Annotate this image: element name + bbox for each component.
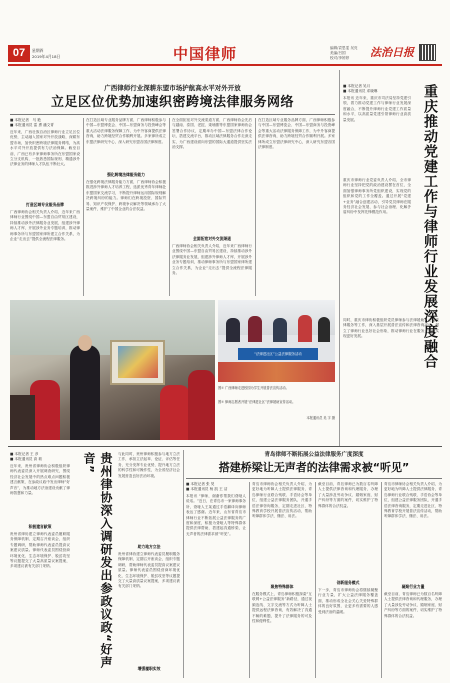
guizhou-body-p2: 贵州省律协建立律师代表委员履职服务保障机制，定期召开座谈会，组织专题调研，帮助律师代表委员提高议案建议质量。律师代表委员围绕营商环境优化、生态环境保护、脱贫攻坚等议题提交了大量高质量议案提案，多项建议被有关部门采纳。 bbox=[10, 532, 70, 569]
event-banner: “法律进社区”公益法律服务活动 bbox=[238, 348, 318, 360]
guangxi-subhead-1: 打造区域专业服务品牌 bbox=[26, 202, 64, 207]
qingdao-subhead-3: 凝聚行业力量 bbox=[401, 584, 425, 589]
chongqing-headline: 重庆推动党建工作与律师行业发展深度融合 bbox=[422, 84, 438, 369]
chongqing-byline-correspondent: ■ 本报通讯员 邓晓琳 bbox=[343, 89, 378, 93]
column-divider bbox=[315, 482, 316, 678]
qingdao-byline-reporter: ■ 本报记者 张 昊 bbox=[186, 482, 215, 486]
guangxi-body-p5: 在全面拓宽对外交流渠道方面，广西律师协会先后与越南、泰国、老挝、柬埔寨等东盟国家律师协会签署合作协议，定期举办中国—东盟法律合作论坛，搭建交流平台，推动区域法律服务合作走深走实，为广西建设面向东盟的国际大通道提供坚实法治支撑。 bbox=[172, 118, 252, 150]
editor-line-2: 美编/吕国 bbox=[330, 51, 346, 55]
guangxi-subhead-3: 全面拓宽对外交流渠道 bbox=[193, 236, 231, 241]
column-divider bbox=[169, 118, 170, 296]
column-divider bbox=[183, 450, 184, 678]
photo2-caption: 图② 律师志愿者开展“法律进社区”法律援助宣传活动。 bbox=[218, 400, 296, 404]
issue-date-weekday: 星期四 bbox=[32, 48, 44, 53]
qingdao-headline-rule bbox=[186, 478, 442, 479]
guangxi-headline: 立足区位优势加速织密跨境法律服务网络 bbox=[50, 95, 294, 110]
guizhou-byline-correspondent: ■ 本报通讯员 高 莉 bbox=[10, 457, 42, 461]
page-number: 07 bbox=[12, 47, 26, 59]
qingdao-body-p1: 本报讯 “律师，谢谢你帮我们聋哑人说话。”近日，在青岛市一家律师事务所，聋哑人王某通过手语翻译向律师表达了感谢。近年来，山东省青岛市律师行业不断拓展公益法律服务的广度和深度，积极为聋哑人等特殊群体提供法律帮助，搭建起沟通桥梁，让无声者的法律需求被“听见”。 bbox=[186, 494, 246, 536]
guangxi-body-p6: 广西律师协会相关负责人介绍，近年来广西律师行业围绕中国—东盟自由贸易区建设，持续推动涉外法律服务业发展，组建涉外律师人才库，开展涉外业务专题培训，推动律师事务所与东盟国家律所建立合作关系，为企业“走出去”提供全流程法律服务。 bbox=[172, 244, 252, 276]
guangxi-subhead-2: 强化跨境法律服务能力 bbox=[107, 172, 145, 177]
guangxi-body-p4: 在强化跨境法律服务能力方面，广西律师协会积极推进涉外律师人才培养工程，选派优秀青年律师赴东盟国家交流学习，不断提升律师运用国际规则解决跨境纠纷的能力。律师们在跨境投资、国际贸易、知识产权保护、跨境争议解决等领域承办了大量案件，维护了中国企业的合法权益。 bbox=[86, 180, 166, 212]
section-divider bbox=[8, 446, 442, 447]
guizhou-subhead-2: 助力地方立法 bbox=[137, 544, 161, 549]
qingdao-body-p3: 在服务模式上，青岛律师积极探索“互联网+公益法律服务”新路径，通过视频连线、文字交流等方式为听障人士提供远程法律咨询，有效解决了沟通不畅的难题，提升了法律服务的可及性和便利性。 bbox=[252, 592, 312, 624]
column-divider bbox=[381, 482, 382, 678]
guangxi-body-p7: 在打造区域专业服务品牌方面，广西律师积极参与中国—东盟博览会、中国—东盟商务与投资峰会等重大活动法律服务保障工作，为中外客商提供法律咨询，助力跨境经贸合作顺利开展。多家律所成立东盟法律研究中心，深入研究东盟各国法律制度。 bbox=[258, 118, 335, 150]
issue-date: 2019年4月18日 bbox=[32, 54, 61, 59]
photo1-caption: 图① 广西律师走进校园为学生开展普法宣传活动。 bbox=[218, 386, 289, 390]
guizhou-body-p4: 贵州省律协建立律师代表委员履职服务保障机制，定期召开座谈会，组织专题调研，帮助律师代表委员提高议案建议质量。律师代表委员围绕营商环境优化、生态环境保护、脱贫攻坚等议题提交了大量高质量议案提案，多项建议被有关部门采纳。 bbox=[118, 552, 180, 589]
photo-school-lawyer bbox=[10, 300, 215, 440]
guangxi-body-p1: 近年来，广西壮族自治区律师行业立足区位优势，主动融入国家对外开放战略，深耕东盟市场，加快织密跨境法律服务网络，为高水平对外开放提供有力法治保障。截至目前，广西已有多家律师事务所在东盟国家设立分支机构，一批熟悉国际规则、精通涉外法律业务的律师人才队伍不断壮大。 bbox=[10, 130, 80, 167]
guizhou-byline-reporter: ■ 本报记者 王 彦 bbox=[10, 452, 39, 456]
chongqing-body-p3: 同时，重庆市律协积极组织党员律师参与法律援助、公益法律服务等工作，深入基层开展普法宣传和法律咨询活动，树立了律师行业良好社会形象，推动律师行业在服务大局中实现更好发展。 bbox=[343, 318, 439, 339]
guizhou-body-p3: 与此同时，贵州律师积极参与地方立法工作，承担立法起草、论证、评估等任务，充分发挥专业优势，提升地方立法的科学性和可操作性，为全省经济社会发展营造良好法治环境。 bbox=[118, 452, 180, 478]
qingdao-subhead-1: 聚焦特殊群体 bbox=[270, 584, 294, 589]
qingdao-headline: 搭建桥梁让无声者的法律需求被“听见” bbox=[218, 461, 410, 474]
guizhou-subhead-3: 增强履职实效 bbox=[137, 666, 161, 671]
column-divider bbox=[255, 118, 256, 296]
qr-code-icon bbox=[419, 44, 436, 61]
guangxi-body-p3: 在打造区域专业服务品牌方面，广西律师积极参与中国—东盟博览会、中国—东盟商务与投资峰会等重大活动法律服务保障工作，为中外客商提供法律咨询，助力跨境经贸合作顺利开展。多家律所成立东盟法律研究中心，深入研究东盟各国法律制度。 bbox=[86, 118, 166, 144]
guizhou-headline: 贵州律协深入调研发出参政议政“好声音” bbox=[82, 452, 113, 669]
guangxi-headline-rule bbox=[10, 114, 335, 115]
qingdao-body-p6: 青岛市律师协会相关负责人介绍，为更好地为听障人士提供法律服务，青岛律师行业联合残联、手语协会等单位，组建公益法律服务团队，开通手语法律咨询服务，定期走进社区、特殊教育学校开展普法宣传活动，帮助听障群体学法、懂法、用法。 bbox=[384, 482, 442, 519]
photo-credit: 本报通讯员 吴 宇 摄 bbox=[306, 416, 335, 420]
guangxi-byline-reporter: ■ 本报记者 马 艳 bbox=[10, 118, 41, 122]
header-rule bbox=[8, 64, 442, 66]
newspaper-logo: 法治日报 bbox=[370, 46, 414, 59]
guizhou-body-p1: 近年来，贵州省律师协会积极组织律师代表委员深入开展调查研究，围绕经济社会发展中的热点难点问题积极建言献策，在参政议政中发出律师“好声音”，为推动地方法治建设贡献了律师智慧和力量。 bbox=[10, 464, 70, 496]
guangxi-kicker: 广西律师行业深耕东盟市场护航高水平对外开放 bbox=[104, 84, 241, 92]
editor-line-1: 编辑/袁思雯 吴亮 bbox=[330, 46, 358, 50]
chongqing-body-p1: 本报讯 近年来，重庆市司法局坚持党建引领，着力推动党建工作与律师行业发展深度融合，不断提升律师行业党建工作质量和水平，以高质量党建引领律师行业高质量发展。 bbox=[343, 96, 411, 122]
qingdao-byline-correspondent: ■ 本报通讯员 杨 凯 王 洁 bbox=[186, 487, 228, 491]
qingdao-subhead-2: 创新服务模式 bbox=[336, 580, 360, 585]
qingdao-body-p4: 截至目前，青岛律师已为数百名听障人士提供法律咨询和代理服务，办理了大量涉及劳动争议、婚姻家庭、财产纠纷等方面的案件，切实维护了特殊群体的合法权益。 bbox=[318, 482, 378, 508]
photo-community-event bbox=[218, 300, 335, 382]
guangxi-byline-correspondent: ■ 本报通讯员 雷 勇 潘文青 bbox=[10, 123, 54, 127]
section-title: 中国律师 bbox=[172, 45, 237, 63]
guizhou-subhead-1: 积极建言献策 bbox=[28, 524, 52, 529]
guangxi-body-p2: 广西律师协会相关负责人介绍，近年来广西律师行业围绕中国—东盟自由贸易区建设，持续推动涉外法律服务业发展，组建涉外律师人才库，开展涉外业务专题培训，推动律师事务所与东盟国家律所建立合作关系，为企业“走出去”提供全流程法律服务。 bbox=[10, 210, 80, 242]
column-divider bbox=[249, 482, 250, 678]
qingdao-body-p5: 下一步，青岛市律师协会将继续凝聚行业力量，扩大公益法律服务覆盖面，推动形成全社会关心关爱特殊群体的良好氛围，让更多有需要的人感受到法治的温暖。 bbox=[318, 588, 378, 614]
qingdao-body-p7: 截至目前，青岛律师已为数百名听障人士提供法律咨询和代理服务，办理了大量涉及劳动争议、婚姻家庭、财产纠纷等方面的案件，切实维护了特殊群体的合法权益。 bbox=[384, 592, 442, 618]
qingdao-kicker: 青岛律师不断拓展公益法律服务广度深度 bbox=[264, 452, 364, 458]
chongqing-body-p2: 重庆市律师行业党委负责人介绍，全市律师行业坚持把党的政治建设摆在首位，全面加强律师事务所党组织建设，实现党的组织和党的工作全覆盖。通过开展“党建+业务”融合创建活动，引导党员律师在服务经济社会发展、参与社会治理、化解矛盾纠纷中发挥先锋模范作用。 bbox=[343, 178, 411, 215]
editor-line-3: 校对/李婷婷 bbox=[330, 56, 350, 60]
column-divider bbox=[339, 70, 340, 446]
chongqing-byline-reporter: ■ 本报记者 吴月 bbox=[343, 84, 371, 88]
qingdao-body-p2: 青岛市律师协会相关负责人介绍，为更好地为听障人士提供法律服务，青岛律师行业联合残联、手语协会等单位，组建公益法律服务团队，开通手语法律咨询服务，定期走进社区、特殊教育学校开展普法宣传活动，帮助听障群体学法、懂法、用法。 bbox=[252, 482, 312, 519]
column-divider bbox=[83, 118, 84, 296]
